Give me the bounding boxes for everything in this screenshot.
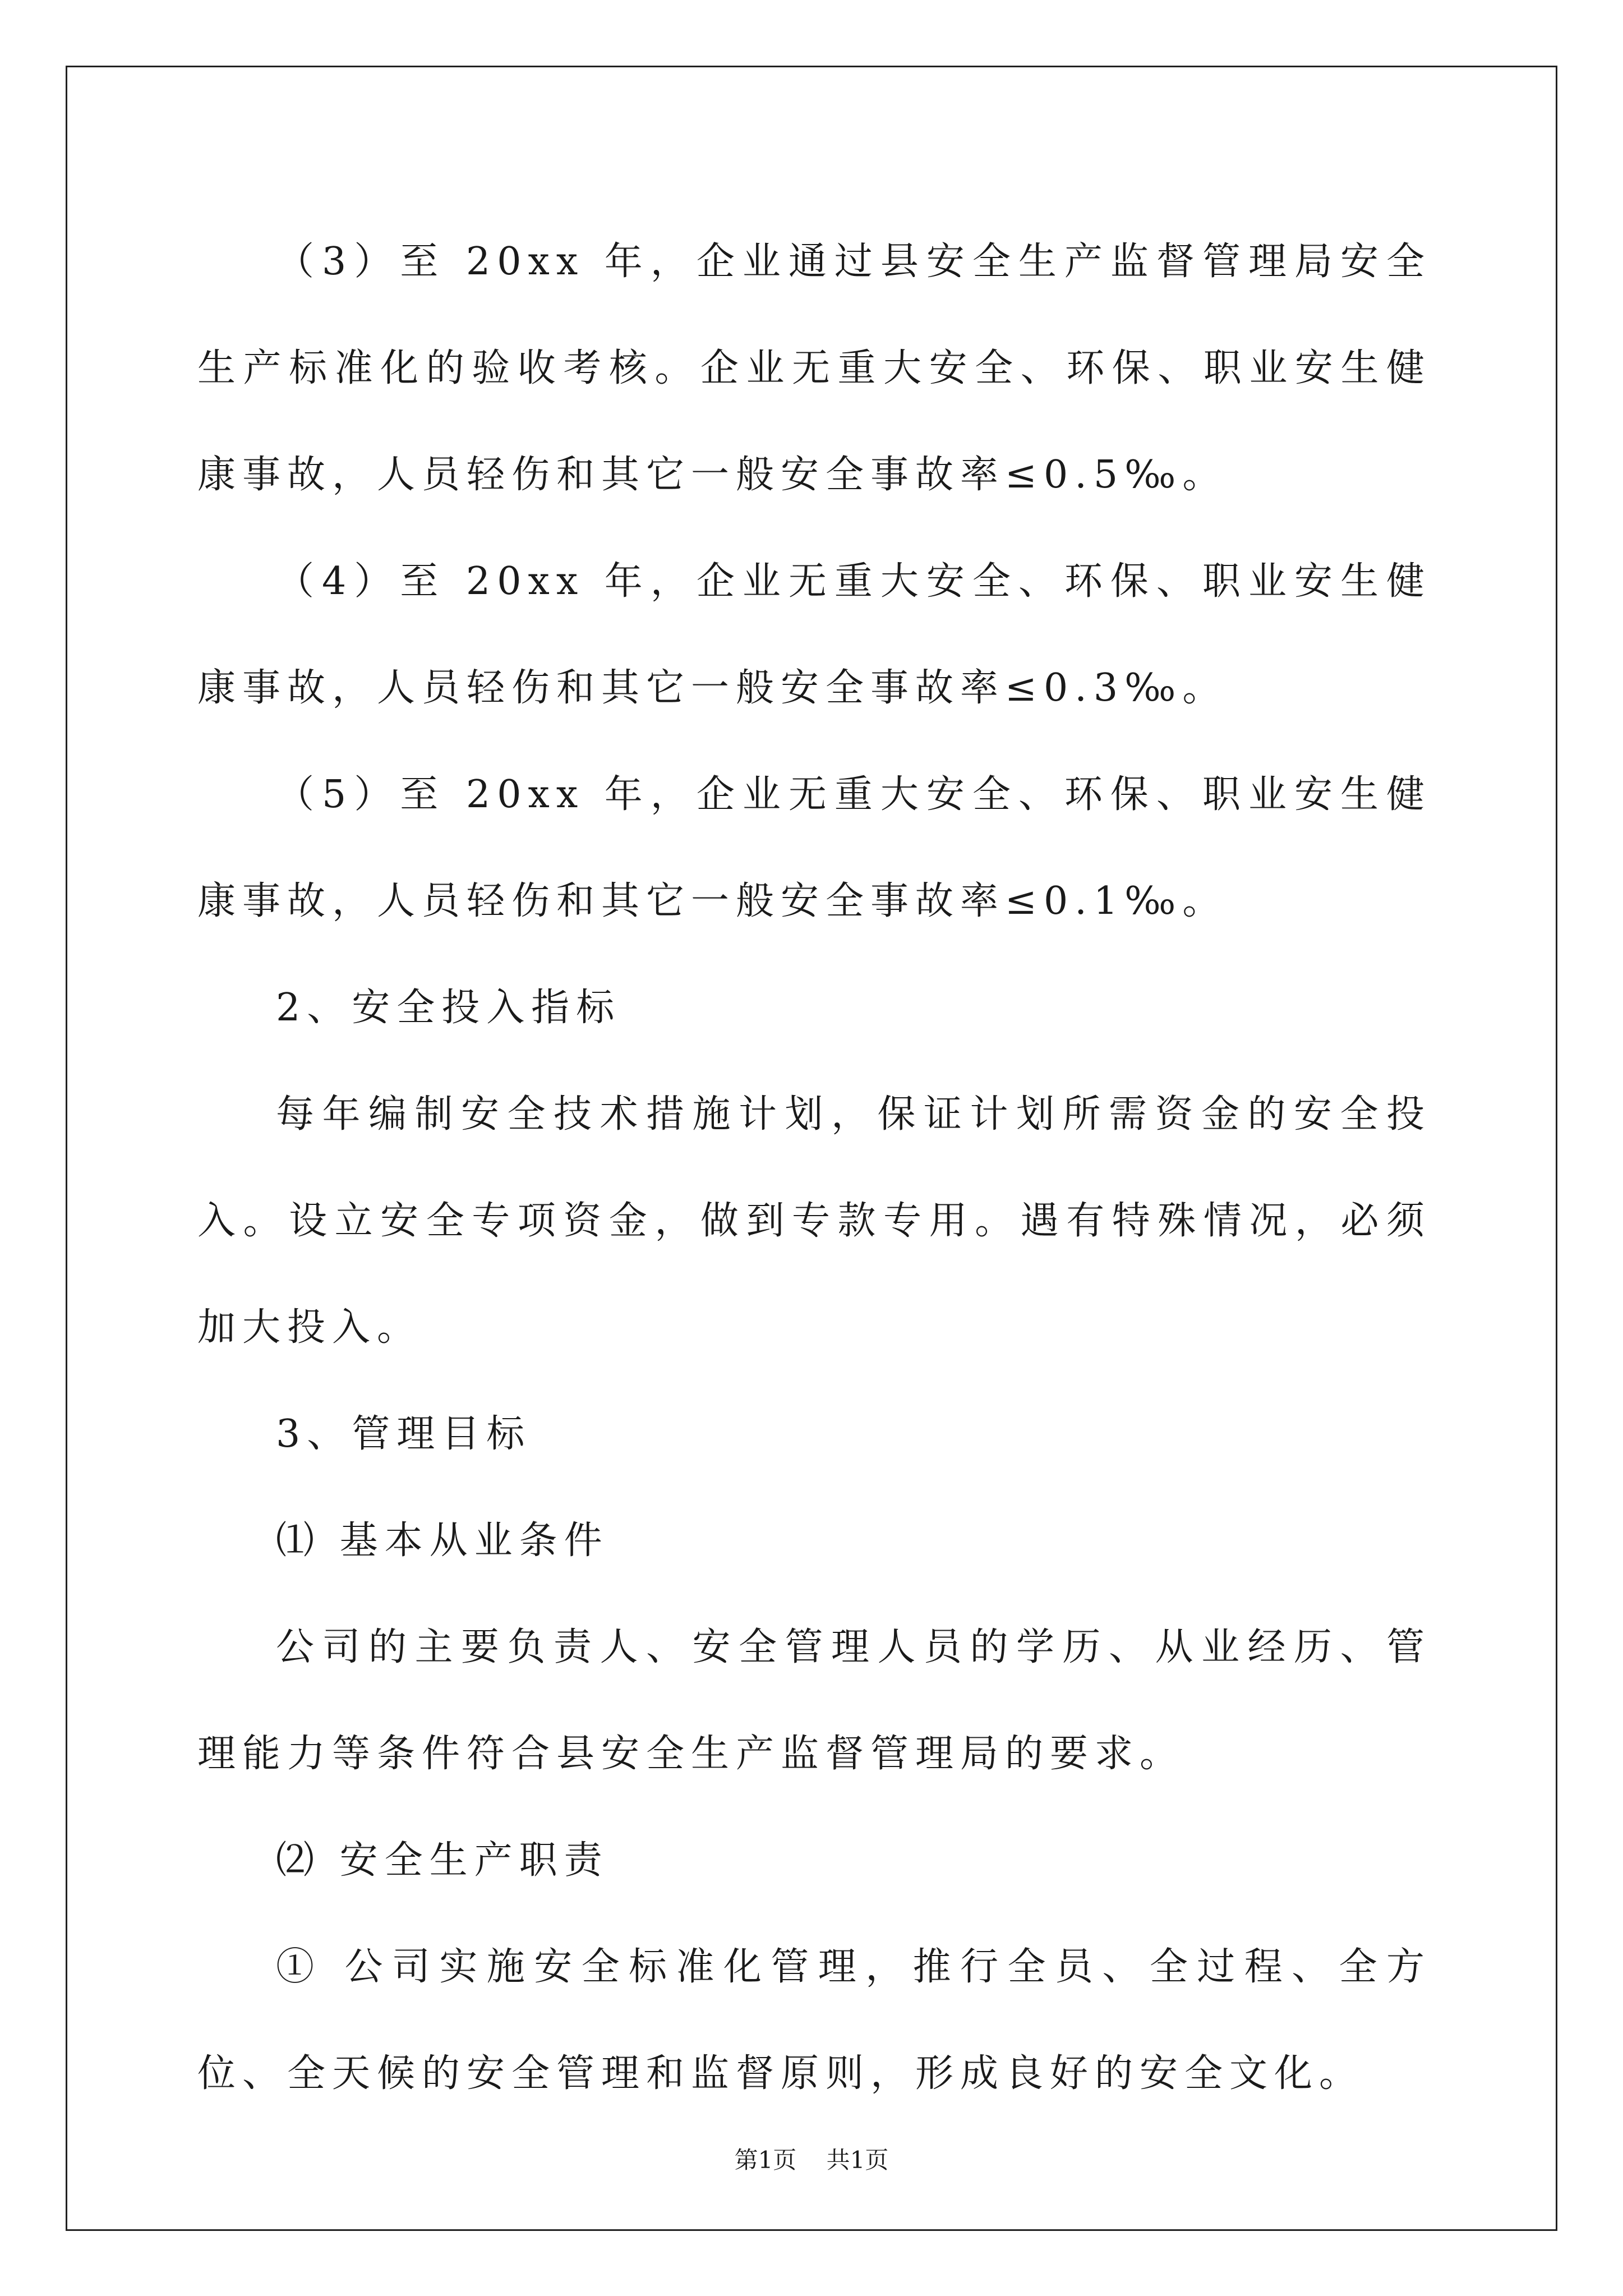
paragraph-2: （4）至 20xx 年，企业无重大安全、环保、职业安生健康事故，人员轻伤和其它一般安全事故率≤0.3‰。: [197, 559, 1431, 710]
page-number: 第1页: [734, 2146, 797, 2174]
document-body: [197, 209, 1431, 2127]
paragraph-10: ① 公司实施安全标准化管理，推行全员、全过程、全方位、全天候的安全管理和监督原则，形成良好的安全文化。: [197, 1945, 1431, 2096]
subheading-safety-duties: ⑵ 安全生产职责: [276, 1838, 609, 1883]
paragraph-5: 每年编制安全技术措施计划，保证计划所需资金的安全投入。设立安全专项资金，做到专款专用。遇有特殊情况，必须加大投入。: [197, 1092, 1431, 1350]
page-total: 共1页: [826, 2146, 889, 2174]
page-footer: [0, 2142, 1623, 2175]
subheading-basic-conditions: ⑴ 基本从业条件: [276, 1519, 609, 1563]
section-heading-management-goals: 3、管理目标: [276, 1412, 532, 1456]
paragraph-8: 公司的主要负责人、安全管理人员的学历、从业经历、管理能力等条件符合县安全生产监督管理局的要求。: [197, 1625, 1431, 1776]
paragraph-1: （3）至 20xx 年，企业通过县安全生产监督管理局安全生产标准化的验收考核。企业无重大安全、环保、职业安生健康事故，人员轻伤和其它一般安全事故率≤0.5‰。: [197, 240, 1431, 497]
paragraph-3: （5）至 20xx 年，企业无重大安全、环保、职业安生健康事故，人员轻伤和其它一般安全事故率≤0.1‰。: [197, 772, 1431, 923]
section-heading-safety-investment: 2、安全投入指标: [276, 986, 621, 1030]
